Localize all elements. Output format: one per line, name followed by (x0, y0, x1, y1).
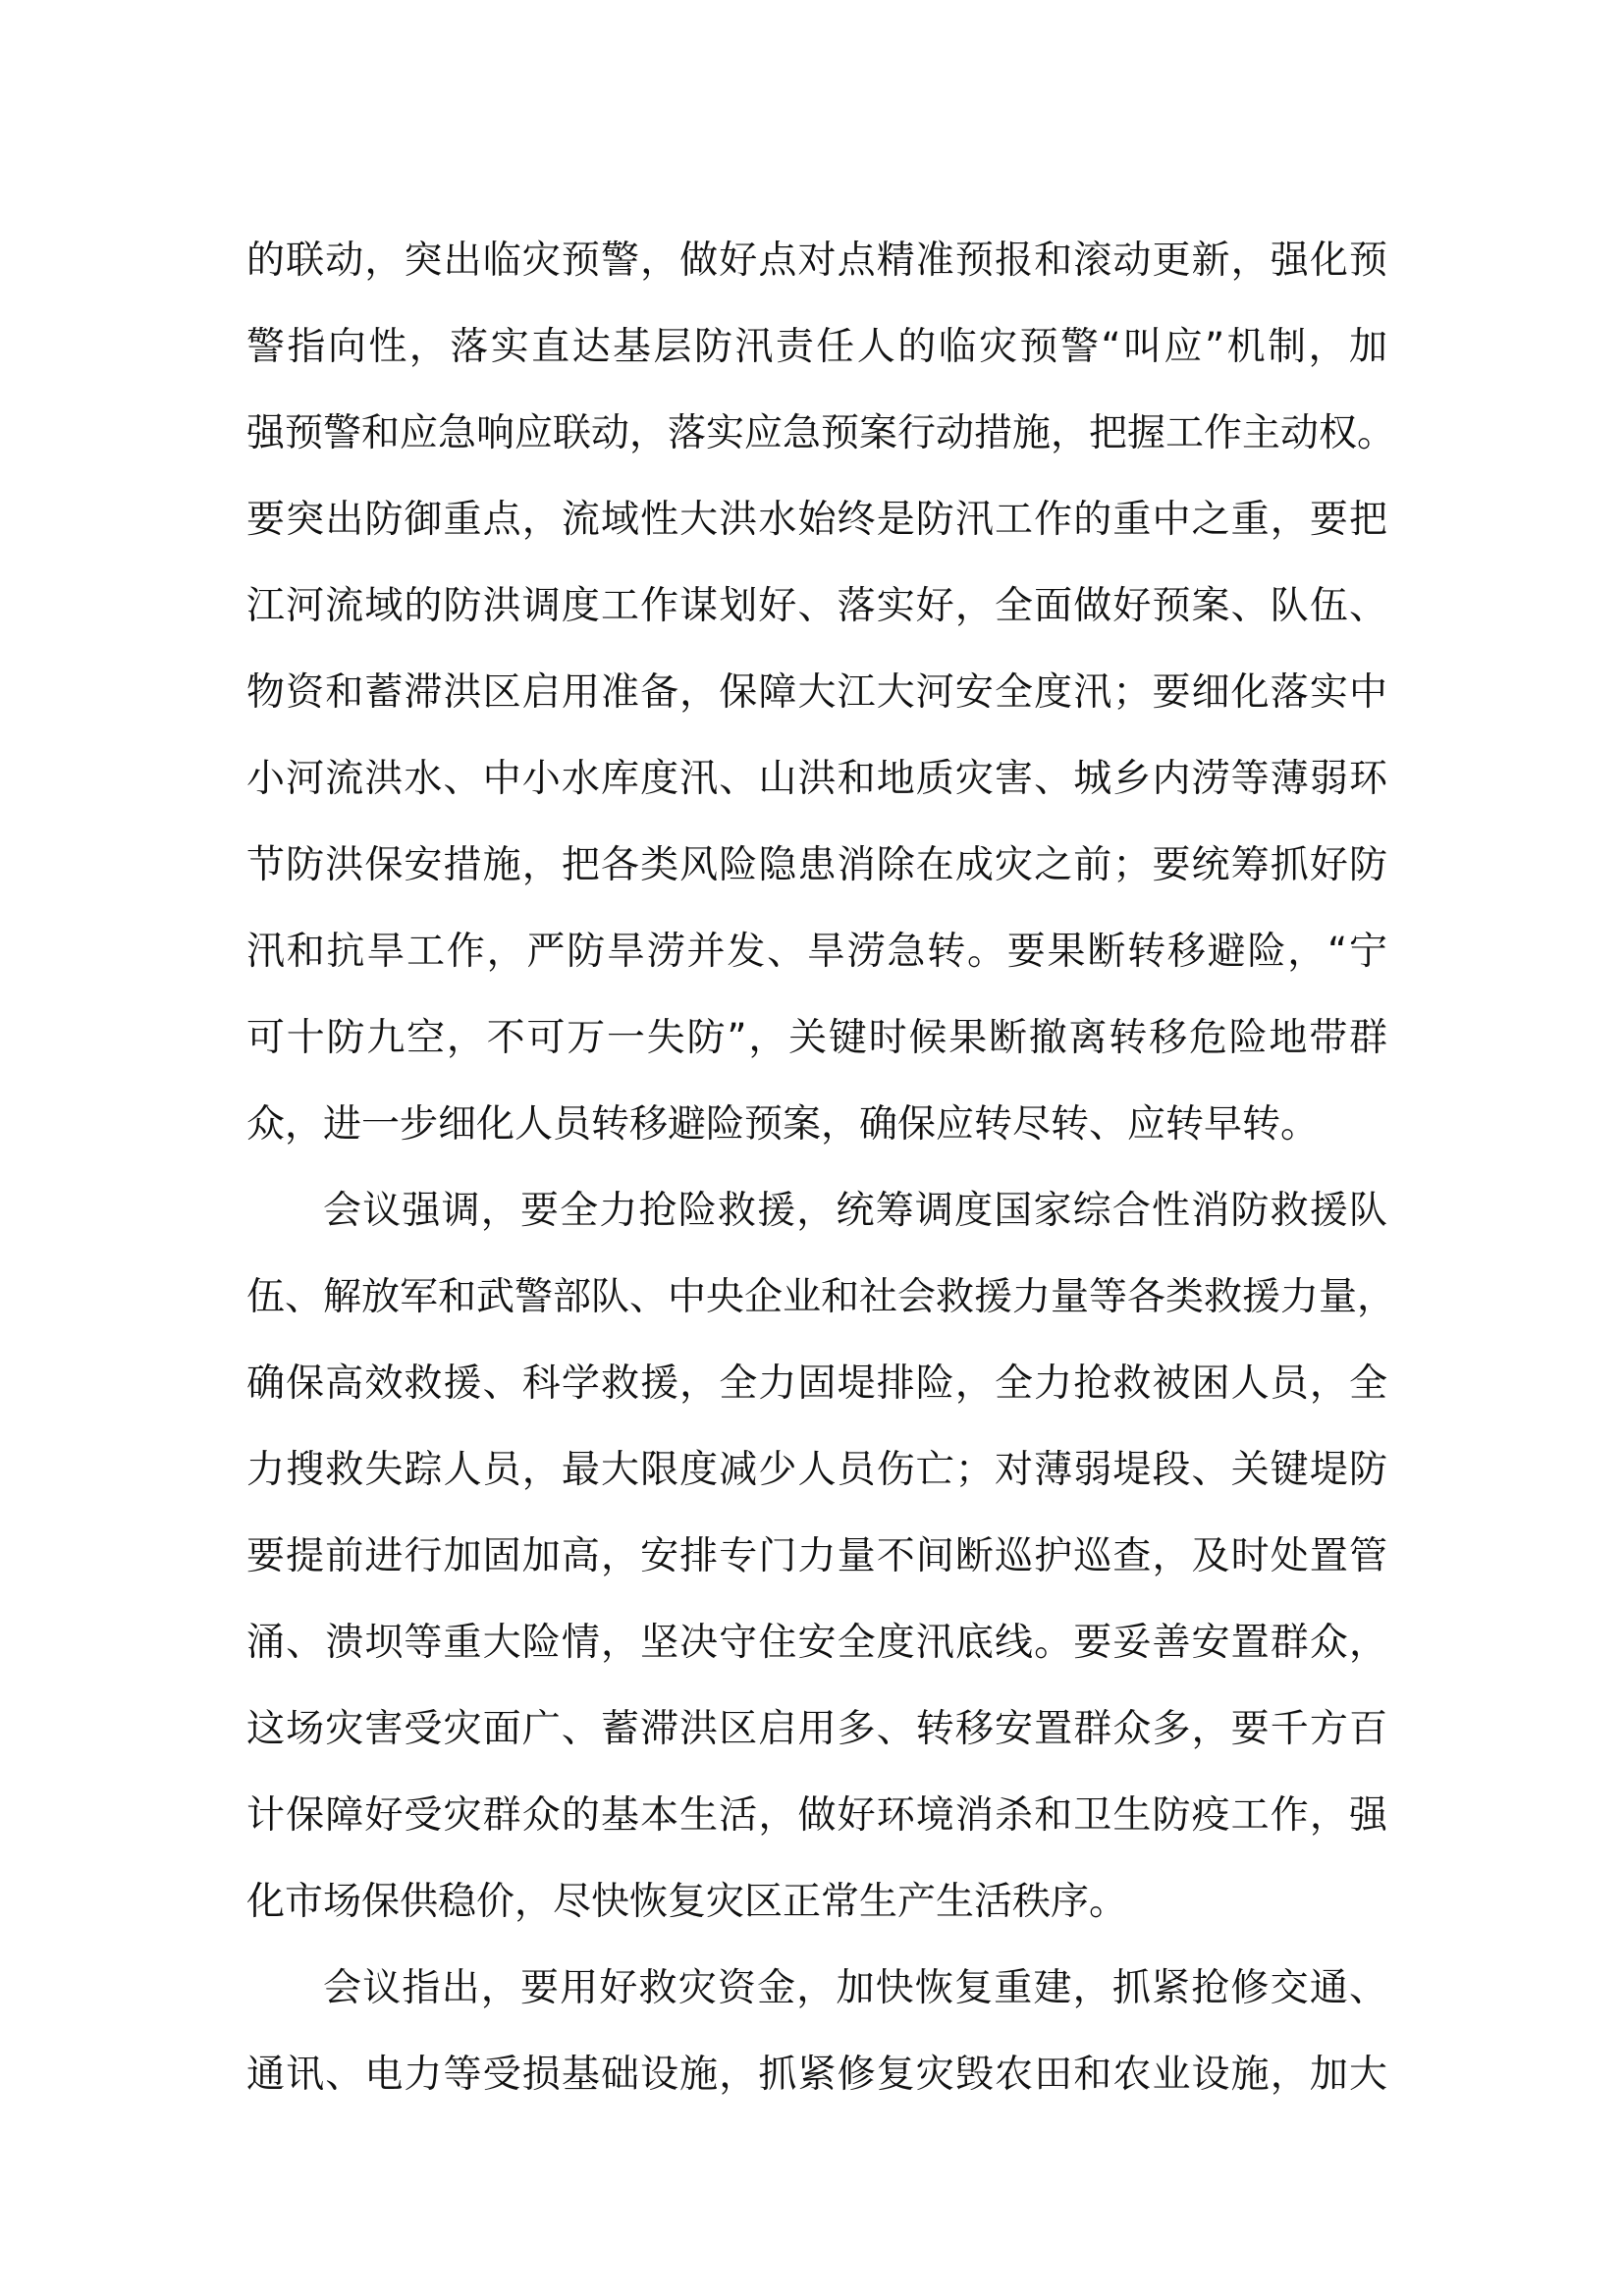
text-line: 江河流域的防洪调度工作谋划好、落实好，全面做好预案、队伍、 (246, 584, 1387, 628)
text-line: 确保高效救援、科学救援，全力固堤排险，全力抢救被困人员，全 (246, 1362, 1387, 1406)
text-line: 物资和蓄滞洪区启用准备，保障大江大河安全度汛；要细化落实中 (246, 670, 1387, 715)
text-line: 伍、解放军和武警部队、中央企业和社会救援力量等各类救援力量， (246, 1275, 1396, 1319)
text-line-paragraph-start: 会议强调，要全力抢险救援，统筹调度国家综合性消防救援队 (323, 1189, 1387, 1233)
text-line: 计保障好受灾群众的基本生活，做好环境消杀和卫生防疫工作，强 (246, 1793, 1387, 1838)
text-line: 警指向性，落实直达基层防汛责任人的临灾预警“叫应”机制，加 (246, 325, 1387, 369)
text-line: 要突出防御重点，流域性大洪水始终是防汛工作的重中之重，要把 (246, 498, 1387, 542)
text-line: 力搜救失踪人员，最大限度减少人员伤亡；对薄弱堤段、关键堤防 (246, 1448, 1387, 1492)
text-line-paragraph-end: 众，进一步细化人员转移避险预案，确保应转尽转、应转早转。 (246, 1102, 1320, 1147)
text-line: 要提前进行加固加高，安排专门力量不间断巡护巡查，及时处置管 (246, 1534, 1387, 1578)
document-body (246, 218, 1396, 2118)
text-line-paragraph-start: 会议指出，要用好救灾资金，加快恢复重建，抓紧抢修交通、 (323, 1966, 1387, 2010)
text-line: 汛和抗旱工作，严防旱涝并发、旱涝急转。要果断转移避险，“宁 (246, 930, 1387, 974)
text-line-paragraph-end: 化市场保供稳价，尽快恢复灾区正常生产生活秩序。 (246, 1880, 1128, 1924)
text-line: 这场灾害受灾面广、蓄滞洪区启用多、转移安置群众多，要千方百 (246, 1707, 1387, 1751)
text-line: 节防洪保安措施，把各类风险隐患消除在成灾之前；要统筹抓好防 (246, 843, 1387, 887)
text-line: 可十防九空，不可万一失防”，关键时候果断撤离转移危险地带群 (246, 1016, 1387, 1060)
text-line: 通讯、电力等受损基础设施，抓紧修复灾毁农田和农业设施，加大 (246, 2053, 1387, 2097)
text-line: 的联动，突出临灾预警，做好点对点精准预报和滚动更新，强化预 (246, 239, 1387, 283)
text-line: 小河流洪水、中小水库度汛、山洪和地质灾害、城乡内涝等薄弱环 (246, 757, 1387, 801)
text-line: 强预警和应急响应联动，落实应急预案行动措施，把握工作主动权。 (246, 411, 1396, 455)
text-line: 涌、溃坝等重大险情，坚决守住安全度汛底线。要妥善安置群众， (246, 1621, 1387, 1665)
